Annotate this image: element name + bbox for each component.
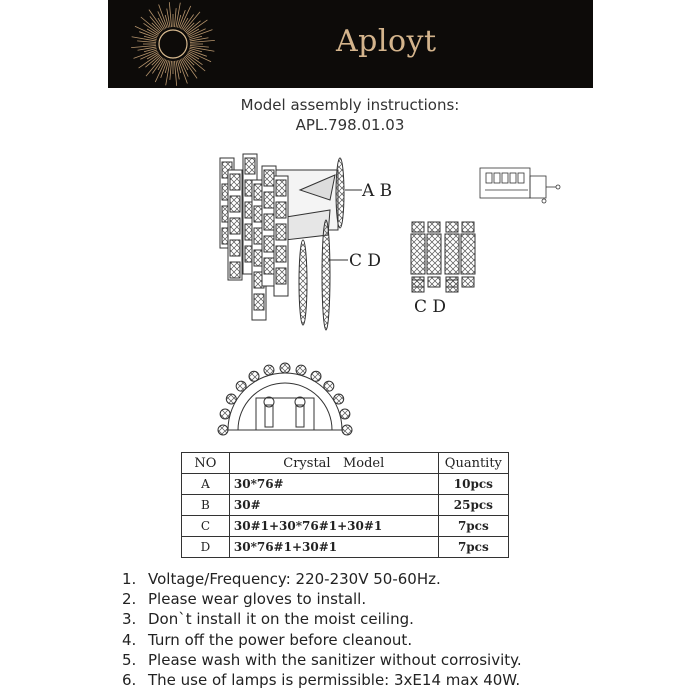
note-text: Turn off the power before cleanout. bbox=[148, 630, 413, 649]
note-number: 6. bbox=[122, 671, 137, 690]
row-no: D bbox=[182, 537, 230, 558]
label-cd-side: C D bbox=[349, 251, 382, 271]
row-qty: 7pcs bbox=[438, 516, 508, 537]
row-model: 30*76# bbox=[229, 474, 438, 495]
header-quantity: Quantity bbox=[438, 453, 508, 474]
row-model: 30# bbox=[229, 495, 438, 516]
row-no: A bbox=[182, 474, 230, 495]
label-cd-parts: C D bbox=[414, 297, 447, 317]
fixture-top-view bbox=[218, 363, 352, 435]
note-text: Don`t install it on the moist ceiling. bbox=[148, 610, 414, 629]
row-model: 30#1+30*76#1+30#1 bbox=[229, 516, 438, 537]
document-title: Model assembly instructions: bbox=[240, 96, 460, 114]
row-no: C bbox=[182, 516, 230, 537]
row-model: 30*76#1+30#1 bbox=[229, 537, 438, 558]
table-header-row bbox=[182, 453, 509, 474]
list-item bbox=[122, 569, 522, 589]
brand-banner bbox=[108, 0, 593, 88]
row-no: B bbox=[182, 495, 230, 516]
header-crystal-model: Crystal Model bbox=[229, 453, 438, 474]
row-qty: 25pcs bbox=[438, 495, 508, 516]
brand-logo: Aployt bbox=[336, 24, 437, 59]
note-text: Please wear gloves to install. bbox=[148, 590, 367, 609]
note-number: 5. bbox=[122, 650, 137, 669]
table-row bbox=[182, 537, 509, 558]
fixture-side-view bbox=[220, 154, 362, 330]
table-row bbox=[182, 495, 509, 516]
note-text: The use of lamps is permissible: 3xE14 max 40W. bbox=[148, 671, 521, 690]
table-row bbox=[182, 474, 509, 495]
list-item bbox=[122, 589, 522, 609]
crystal-parts-cd bbox=[411, 222, 475, 292]
label-ab: A B bbox=[362, 181, 393, 201]
table-row bbox=[182, 516, 509, 537]
wiring-block bbox=[480, 168, 560, 203]
header-no: NO bbox=[182, 453, 230, 474]
model-number: APL.798.01.03 bbox=[295, 116, 405, 134]
row-qty: 7pcs bbox=[438, 537, 508, 558]
instruction-notes bbox=[122, 569, 522, 690]
list-item bbox=[122, 670, 522, 690]
list-item bbox=[122, 609, 522, 629]
parts-table bbox=[181, 452, 509, 558]
list-item bbox=[122, 630, 522, 650]
note-number: 2. bbox=[122, 590, 137, 609]
note-text: Voltage/Frequency: 220-230V 50-60Hz. bbox=[148, 570, 441, 588]
list-item bbox=[122, 650, 522, 670]
row-qty: 10pcs bbox=[438, 474, 508, 495]
assembly-diagram bbox=[0, 140, 700, 440]
note-text: Please wash with the sanitizer without corrosivity. bbox=[148, 650, 522, 669]
note-number: 1. bbox=[122, 570, 137, 588]
note-number: 4. bbox=[122, 630, 137, 649]
note-number: 3. bbox=[122, 610, 137, 629]
